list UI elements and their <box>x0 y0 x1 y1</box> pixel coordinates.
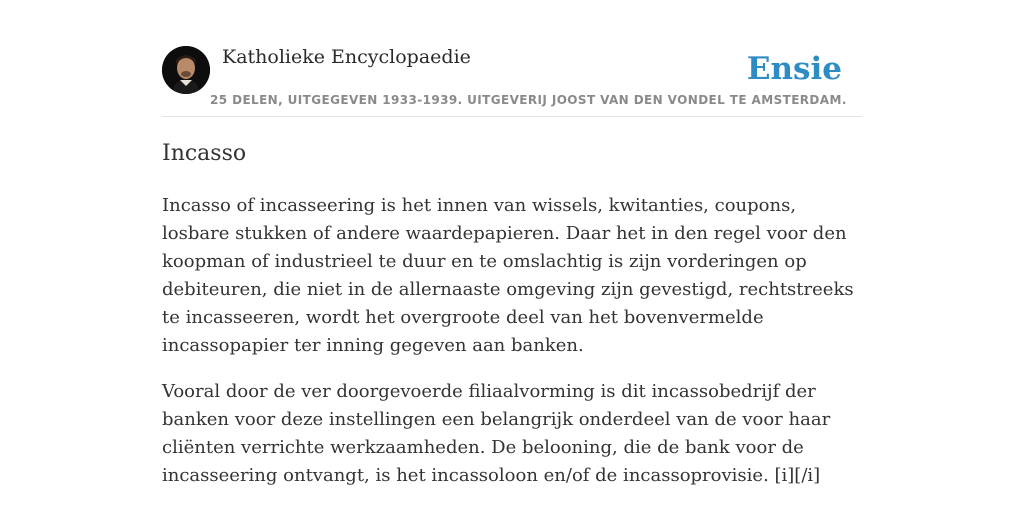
brand-logo[interactable]: Ensie <box>746 51 842 87</box>
article-title: Incasso <box>162 141 247 166</box>
source-meta: 25 DELEN, UITGEGEVEN 1933-1939. UITGEVERIJ JOOST VAN DEN VONDEL TE AMSTERDAM. <box>210 93 847 107</box>
article-paragraph: Vooral door de ver doorgevoerde filiaalvorming is dit incassobedrijf der banken voor deze instellingen een belangrijk onderdeel van de voor haar cliënten verrichte werkzaamheden. De belooning, die de bank voor de incasseering ontvangt, is het incassoloon en/of de incassoprovisie. [i][/i] <box>162 381 831 486</box>
article <box>162 138 862 490</box>
source-title[interactable]: Katholieke Encyclopaedie <box>222 46 471 68</box>
article-paragraph: Incasso of incasseering is het innen van wissels, kwitanties, coupons, losbare stukken of andere waardepapieren. Daar het in den regel voor den koopman of industrieel te duur en te omslachtig is zijn vorderingen op debiteuren, die niet in de allernaaste omgeving zijn gevestigd, rechtstreeks te incasseeren, wordt het overgroote deel van het bovenvermelde incassopapier ter inning gegeven aan banken. <box>162 195 854 356</box>
source-header <box>162 46 862 117</box>
portrait-avatar-icon[interactable] <box>162 46 210 94</box>
